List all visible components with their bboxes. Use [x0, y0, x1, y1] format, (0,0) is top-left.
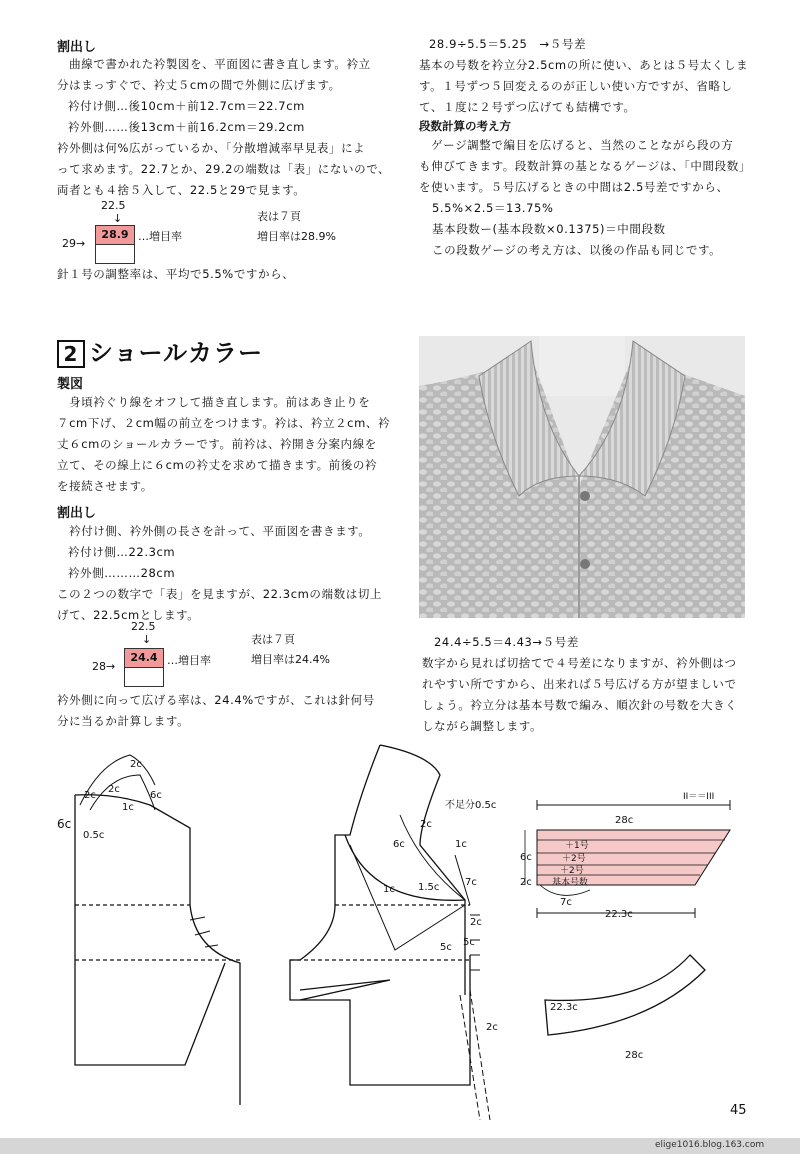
page-number: 45	[730, 1103, 747, 1118]
paragraph-line: 分に当るか計算します。	[57, 714, 190, 728]
rate-result: 増目率は24.4%	[251, 653, 330, 666]
table-label: …増目率	[167, 654, 211, 667]
table-left-label: 29→	[62, 237, 86, 250]
label: 不足分0.5c	[445, 800, 497, 811]
label: 6c	[150, 790, 162, 801]
curved-collar-diagram	[545, 955, 705, 1035]
label: 基本号数	[552, 878, 589, 888]
table-top-label: 22.5	[101, 199, 126, 212]
formula-line: 衿付け側…後10cm＋前12.7cm＝22.7cm	[68, 99, 305, 113]
label: ＋2号	[560, 866, 584, 876]
paragraph-line: ７cm下げ、２cm幅の前立をつけます。衿は、衿立２cm、衿	[57, 416, 391, 430]
paragraph-line: を接続させます。	[57, 479, 153, 493]
label: 2c	[486, 1022, 498, 1033]
paragraph-line: げて、22.5cmとします。	[57, 608, 200, 622]
rate-highlight-cell: 28.9	[95, 225, 135, 245]
label: 6c	[393, 839, 405, 850]
paragraph-line: 曲線で書かれた衿製図を、平面図に書き直します。衿立	[57, 57, 371, 71]
table-empty-cell	[95, 244, 135, 264]
label: 6c	[520, 852, 532, 863]
paragraph-line: しながら調整します。	[422, 719, 543, 733]
formula-line: 衿外側……後13cm＋前16.2cm＝29.2cm	[68, 120, 305, 134]
label: 2c	[130, 759, 142, 770]
heading-dansu: 段数計算の考え方	[419, 119, 511, 133]
formula-line: 基本段数ー(基本段数×0.1375)＝中間段数	[432, 222, 666, 236]
paragraph-line: 衿付け側、衿外側の長さを計って、平面図を書きます。	[57, 524, 371, 538]
label: 6c	[57, 817, 72, 831]
section-title-text: ショールカラー	[89, 339, 264, 367]
label: ＋2号	[562, 854, 586, 864]
label: 1.5c	[418, 882, 440, 893]
label: 22.3c	[605, 909, 633, 920]
paragraph-line: れやすい所ですから、出来れば５号広げる方が望ましいで	[422, 677, 737, 691]
formula-line: 5.5%×2.5＝13.75%	[432, 201, 554, 215]
label: 1c	[383, 884, 395, 895]
paragraph-line: しょう。衿立分は基本号数で編み、順次針の号数を大きく	[422, 698, 738, 712]
down-arrow: ↓	[142, 633, 152, 646]
label: 7c	[465, 877, 477, 888]
label: ＋1号	[565, 841, 589, 851]
paragraph-line: す。１号ずつ５回変えるのが正しい使い方ですが、省略し	[419, 79, 733, 93]
paragraph-line: ゲージ調整で編目を広げると、当然のことながら段の方	[419, 138, 734, 152]
table-top-label: 22.5	[131, 620, 156, 633]
ref-page: 表は７頁	[257, 210, 301, 223]
table-empty-cell	[124, 667, 164, 687]
paragraph-line: って求めます。22.7とか、29.2の端数は「表」にないので、	[57, 162, 391, 176]
paragraph-line: 針１号の調整率は、平均で5.5%ですから、	[57, 267, 295, 281]
calc-line: 24.4÷5.5＝4.43→５号差	[434, 635, 579, 649]
paragraph-line: て、１度に２号ずつ広げても結構です。	[419, 100, 636, 114]
sweater-photo-illustration	[419, 336, 745, 618]
back-bodice-diagram	[75, 755, 240, 1105]
down-arrow: ↓	[113, 212, 123, 225]
paragraph-line: 立て、その線上に６cmの衿丈を求めて描きます。前後の衿	[57, 458, 378, 472]
label: II＝＝III	[683, 792, 715, 802]
label: 2c	[84, 790, 96, 801]
table-left-label: 28→	[92, 660, 116, 673]
label: 2c	[108, 784, 120, 795]
footer-url: elige1016.blog.163.com	[655, 1140, 765, 1150]
paragraph-line: も伸びてきます。段数計算の基となるゲージは、「中間段数」	[419, 159, 751, 173]
formula-line: 衿外側………28cm	[68, 566, 176, 580]
button-icon	[580, 559, 590, 569]
paragraph-line: この段数ゲージの考え方は、以後の作品も同じです。	[432, 243, 722, 257]
label: 1c	[455, 839, 467, 850]
label: 2c	[470, 917, 482, 928]
button-icon	[580, 491, 590, 501]
rate-result: 増目率は28.9%	[257, 230, 336, 243]
paragraph-line: 数字から見れば切捨てで４号差になりますが、衿外側はつ	[422, 656, 737, 670]
paragraph-line: 両者とも４捨５入して、22.5と29で見ます。	[57, 183, 306, 197]
label: 28c	[625, 1050, 644, 1061]
paragraph-line: 衿外側に向って広げる率は、24.4%ですが、これは針何号	[57, 693, 375, 707]
sweater-photo	[419, 336, 745, 618]
label: 0.5c	[83, 830, 105, 841]
heading-warida-2: 割出し	[57, 506, 97, 521]
paragraph-line: 身頃衿ぐり線をオフして描き直します。前はあき止りを	[57, 395, 371, 409]
paragraph-line: 基本の号数を衿立分2.5cmの所に使い、あとは５号太くしま	[419, 58, 749, 72]
label: 1c	[122, 802, 134, 813]
ref-page: 表は７頁	[251, 633, 295, 646]
section-title	[57, 333, 263, 368]
paragraph-line: を使います。５号広げるときの中間は2.5号差ですから、	[419, 180, 729, 194]
label: 22.3c	[550, 1002, 578, 1013]
label: 5c	[440, 942, 452, 953]
pattern-diagrams	[0, 735, 800, 1135]
label: 28c	[615, 815, 634, 826]
formula-line: 衿付け側…22.3cm	[68, 545, 176, 559]
table-label: …増目率	[138, 230, 182, 243]
paragraph-line: 丈６cmのショールカラーです。前衿は、衿開き分案内線を	[57, 437, 377, 451]
heading-warida: 割出し	[57, 40, 97, 55]
calc-line: 28.9÷5.5＝5.25 →５号差	[429, 37, 587, 51]
section-number: 2	[57, 340, 85, 368]
paragraph-line: この２つの数字で「表」を見ますが、22.3cmの端数は切上	[57, 587, 383, 601]
label: 2c	[520, 877, 532, 888]
paragraph-line: 衿外側は何%広がっているか、「分散増減率早見表」によ	[57, 141, 366, 155]
label: 7c	[560, 897, 572, 908]
paragraph-line: 分はまっすぐで、衿丈５cmの間で外側に広げます。	[57, 78, 341, 92]
heading-seizu: 製図	[57, 377, 84, 392]
label: 5c	[463, 937, 475, 948]
rate-highlight-cell: 24.4	[124, 648, 164, 668]
label: 2c	[420, 819, 432, 830]
